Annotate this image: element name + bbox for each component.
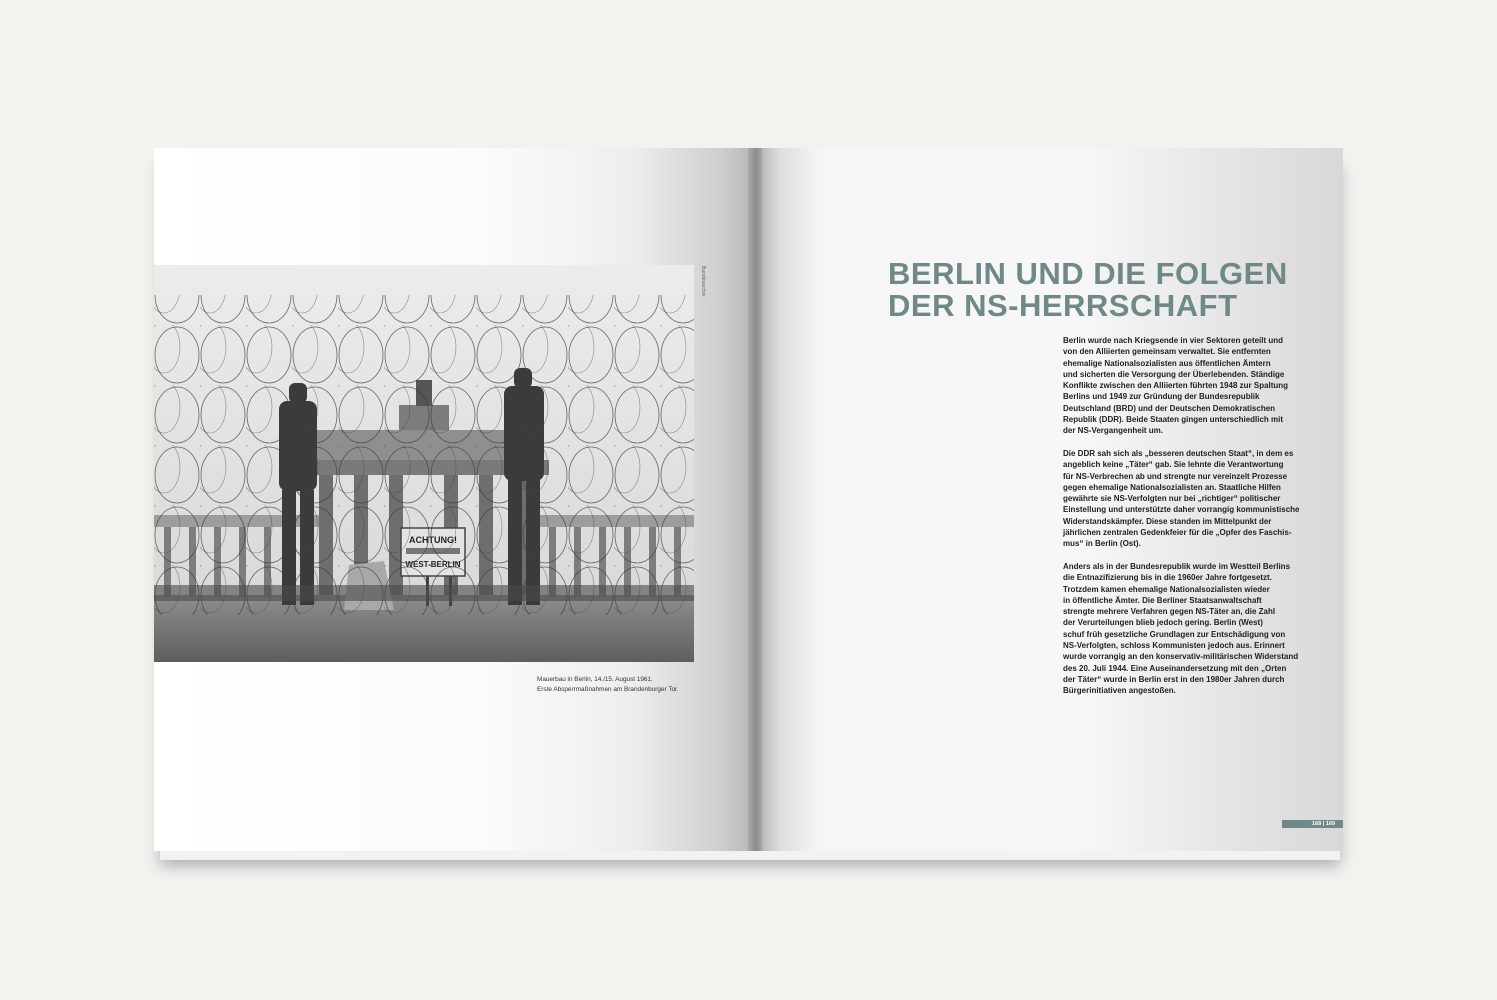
photo-credit: Bundesarchiv xyxy=(700,266,706,297)
text-line: jährlichen zentralen Gedenkfeier für die „Opfer des Faschis- xyxy=(1063,528,1292,538)
chapter-heading xyxy=(888,258,1288,322)
text-line: NS-Verfolgten, schloss Kommunisten jedoch aus. Erinnert xyxy=(1063,641,1285,651)
text-line: Konflikte zwischen den Alliierten führten 1948 zur Spaltung xyxy=(1063,381,1289,391)
text-line: in öffentliche Ämter. Die Berliner Staatsanwaltschaft xyxy=(1063,595,1262,605)
text-line: der NS-Vergangenheit um. xyxy=(1063,426,1164,436)
paragraph xyxy=(1063,335,1318,437)
text-line: für NS-Verbrechen ab und strengte nur vereinzelt Prozesse xyxy=(1063,471,1288,481)
text-line: der Täter“ wurde in Berlin erst in den 1980er Jahren durch xyxy=(1063,674,1285,684)
text-line: Republik (DDR). Beide Staaten gingen unterschiedlich mit xyxy=(1063,415,1284,425)
text-line: ehemalige Nationalsozialisten aus öffentlichen Ämtern xyxy=(1063,358,1271,368)
text-line: strengte mehrere Verfahren gegen NS-Täter an, die Zahl xyxy=(1063,607,1276,617)
text-line: Die DDR sah sich als „besseren deutschen Staat“, in dem es xyxy=(1063,448,1294,458)
text-line: und sicherten die Versorgung der Überlebenden. Ständige xyxy=(1063,369,1285,379)
heading-line: BERLIN UND DIE FOLGEN xyxy=(888,256,1288,291)
left-page xyxy=(154,148,750,851)
text-line: mus“ in Berlin (Ost). xyxy=(1063,539,1141,549)
text-line: Anders als in der Bundesrepublik wurde im Westteil Berlins xyxy=(1063,561,1291,571)
text-line: angeblich keine „Täter“ gab. Sie lehnte die Verantwortung xyxy=(1063,460,1284,470)
photo-caption xyxy=(537,675,707,695)
text-line: Berlin wurde nach Kriegsende in vier Sektoren geteilt und xyxy=(1063,336,1284,345)
text-line: des 20. Juli 1944. Eine Auseinandersetzung mit den „Orten xyxy=(1063,663,1287,673)
text-line: gegen ehemalige Nationalsozialisten an. Staatliche Hilfen xyxy=(1063,482,1281,492)
text-line: Einstellung und unterstützte daher vorrangig kommunistische xyxy=(1063,505,1300,515)
text-line: die Entnazifizierung bis in die 1960er Jahre fortgesetzt. xyxy=(1063,573,1272,583)
text-line: von den Alliierten gemeinsam verwaltet. Sie entfernten xyxy=(1063,347,1271,357)
text-line: Berlins und 1949 zur Gründung der Bundesrepublik xyxy=(1063,392,1260,402)
heading-line: DER NS-HERRSCHAFT xyxy=(888,288,1238,323)
text-line: Bürgerinitiativen angestoßen. xyxy=(1063,686,1176,696)
text-line: Widerstandskämpfer. Diese standen im Mittelpunkt der xyxy=(1063,516,1272,526)
text-line: Trotzdem kamen ehemalige Nationalsozialisten wieder xyxy=(1063,584,1270,594)
photo-brandenburg-gate xyxy=(154,265,694,662)
caption-line: Erste Absperrmaßnahmen am Brandenburger Tor. xyxy=(537,686,679,693)
caption-line: Mauerbau in Berlin, 14./15. August 1961. xyxy=(537,676,653,683)
text-line: wurde vorrangig an den konservativ-militärischen Widerstand xyxy=(1063,652,1299,662)
right-page xyxy=(762,148,1343,851)
text-line: der Verurteilungen blieb jedoch gering. Berlin (West) xyxy=(1063,618,1263,628)
page-number-folio: 168 | 169 xyxy=(1282,820,1343,828)
text-line: Deutschland (BRD) und der Deutschen Demokratischen xyxy=(1063,403,1276,413)
paragraph xyxy=(1063,448,1318,550)
text-line: gewährte sie NS-Verfolgten nur bei „richtiger“ politischer xyxy=(1063,494,1281,504)
body-text xyxy=(1063,335,1318,708)
text-line: schuf früh gesetzliche Grundlagen zur Entschädigung von xyxy=(1063,629,1286,639)
paragraph xyxy=(1063,561,1318,697)
